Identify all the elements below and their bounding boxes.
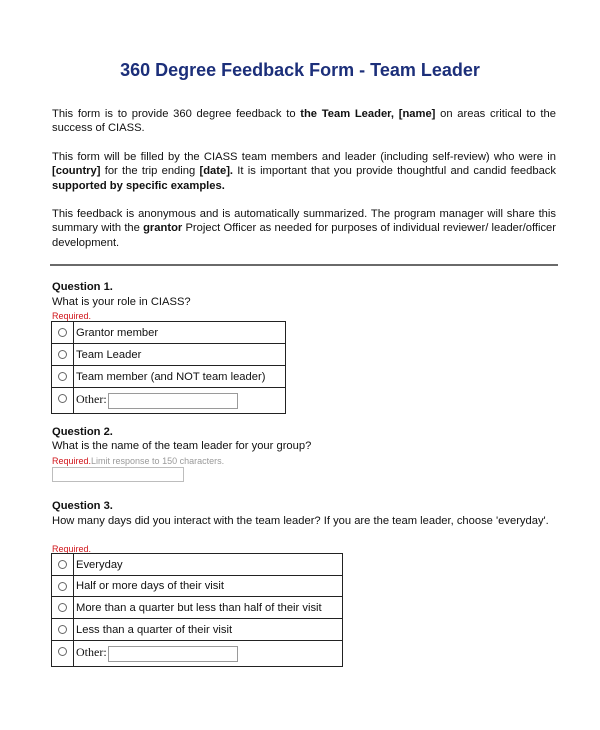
option-row: [52, 366, 286, 388]
radio-cell: [52, 619, 74, 641]
intro-text: This feedback is anonymous and is automatically summarized. The program manager will share this summary with the: [52, 208, 556, 235]
intro-emphasis: the Team Leader, [name]: [300, 108, 436, 120]
option-label: Team member (and NOT team leader): [74, 366, 286, 388]
question-1-text: What is your role in CIASS?: [52, 296, 191, 308]
radio-cell: [52, 344, 74, 366]
intro-text: Project Officer as needed for purposes of individual reviewer/ leader/officer development.: [52, 222, 556, 249]
other-label: Other:: [76, 645, 107, 659]
question-1-options: [51, 321, 286, 414]
radio-button[interactable]: [58, 582, 67, 591]
option-label: Less than a quarter of their visit: [74, 619, 343, 641]
radio-button[interactable]: [58, 625, 67, 634]
option-label: Everyday: [74, 554, 343, 576]
option-row: [52, 554, 343, 576]
option-row: [52, 322, 286, 344]
intro-text: on areas critical to the success of CIASS.: [52, 108, 556, 135]
section-divider: [50, 264, 558, 266]
question-2-required: [52, 456, 224, 466]
intro-emphasis: grantor: [143, 222, 183, 235]
intro-emphasis: [date].: [199, 165, 234, 178]
radio-cell: [52, 366, 74, 388]
radio-button[interactable]: [58, 350, 67, 359]
intro-text: It is important that you provide thoughtful and candid feedback: [233, 165, 556, 178]
option-label: Half or more days of their visit: [74, 576, 343, 597]
radio-button[interactable]: [58, 328, 67, 337]
intro-text: This form is to provide 360 degree feedback to: [52, 108, 301, 120]
intro-text: for the trip ending: [100, 165, 200, 178]
character-limit-note: Limit response to 150 characters.: [91, 456, 225, 466]
question-1-required: Required.: [52, 311, 92, 321]
radio-button[interactable]: [58, 603, 67, 612]
question-3-text: How many days did you interact with the team leader? If you are the team leader, choose 'everyday'.: [52, 515, 549, 527]
option-row: [52, 576, 343, 597]
option-row: [52, 619, 343, 641]
intro-emphasis: supported by specific examples.: [52, 179, 225, 192]
page-title: 360 Degree Feedback Form - Team Leader: [120, 60, 480, 80]
option-other: [74, 641, 343, 667]
intro-text: This form will be filled by the CIASS team members and leader (including self-review) who were in: [52, 151, 556, 163]
team-leader-name-input[interactable]: [52, 467, 184, 482]
radio-cell: [52, 322, 74, 344]
question-3-required: Required.: [52, 544, 92, 554]
radio-button[interactable]: [58, 372, 67, 381]
question-1-heading: Question 1.: [52, 281, 113, 293]
radio-button[interactable]: [58, 647, 67, 656]
question-2-heading: Question 2.: [52, 426, 113, 438]
question-3-options: [51, 553, 343, 667]
other-text-input[interactable]: [108, 646, 238, 662]
question-3-heading: Question 3.: [52, 500, 113, 512]
radio-cell: [52, 597, 74, 619]
option-row-other: [52, 388, 286, 414]
option-label: Team Leader: [74, 344, 286, 366]
option-label: More than a quarter but less than half of their visit: [74, 597, 343, 619]
option-other: [74, 388, 286, 414]
required-label: Required.: [52, 456, 92, 466]
radio-button[interactable]: [58, 560, 67, 569]
radio-cell: [52, 554, 74, 576]
radio-cell: [52, 641, 74, 667]
option-row: [52, 597, 343, 619]
intro-paragraph-2: [52, 150, 556, 193]
intro-paragraph-1: [52, 107, 556, 136]
option-row: [52, 344, 286, 366]
option-label: Grantor member: [74, 322, 286, 344]
question-2-text: What is the name of the team leader for your group?: [52, 440, 312, 452]
intro-emphasis: [country]: [52, 165, 101, 178]
other-text-input[interactable]: [108, 393, 238, 409]
intro-paragraph-3: [52, 207, 556, 250]
other-label: Other:: [76, 392, 107, 406]
radio-cell: [52, 576, 74, 597]
option-row-other: [52, 641, 343, 667]
radio-cell: [52, 388, 74, 414]
radio-button[interactable]: [58, 394, 67, 403]
